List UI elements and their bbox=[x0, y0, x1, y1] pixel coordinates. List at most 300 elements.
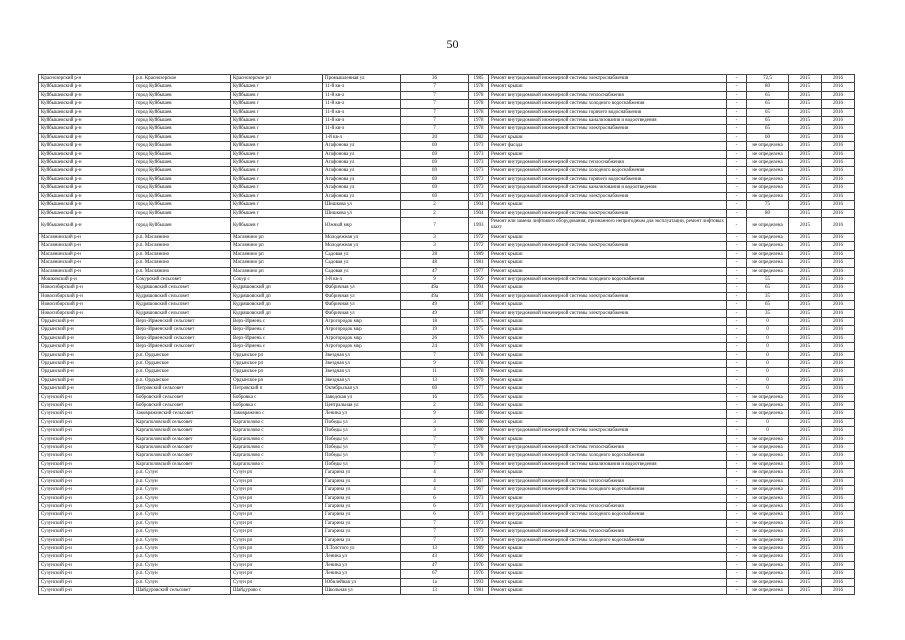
dash-cell: - bbox=[727, 100, 747, 108]
street-cell: Юбилейная ул bbox=[323, 578, 401, 586]
house-number-cell: 47 bbox=[401, 267, 469, 275]
house-number-cell: 4 bbox=[401, 469, 469, 477]
build-year-cell: 1967 bbox=[469, 477, 489, 485]
settlement-cell: Каргаполово с bbox=[231, 444, 323, 452]
municipality-cell: Петровский сельсовет bbox=[134, 385, 231, 393]
work-type-cell: Ремонт крыши bbox=[489, 544, 727, 552]
build-year-cell: 1967 bbox=[469, 486, 489, 494]
start-year-cell: 2015 bbox=[789, 184, 822, 192]
district-cell: Новосибирский р-н bbox=[39, 309, 134, 317]
table-row bbox=[39, 536, 855, 544]
street-cell: Агафонова ул bbox=[323, 175, 401, 183]
work-type-cell: Ремонт внутридомовой инженерной системы теплоснабжения bbox=[489, 91, 727, 99]
cost-cell: 35 bbox=[747, 309, 789, 317]
municipality-cell: город Куйбышев bbox=[134, 117, 231, 125]
settlement-cell: Краснозерское рп bbox=[231, 75, 323, 83]
start-year-cell: 2015 bbox=[789, 334, 822, 342]
street-cell: Центральная ул bbox=[323, 402, 401, 410]
table-row bbox=[39, 125, 855, 133]
settlement-cell: Сузун рп bbox=[231, 528, 323, 536]
settlement-cell: Кудряшовский дп bbox=[231, 292, 323, 300]
house-number-cell: 28 bbox=[401, 250, 469, 258]
table-row bbox=[39, 326, 855, 334]
street-cell: Школьная ул bbox=[323, 586, 401, 594]
street-cell: Гагарина ул bbox=[323, 528, 401, 536]
dash-cell: - bbox=[727, 209, 747, 217]
table-row bbox=[39, 150, 855, 158]
start-year-cell: 2015 bbox=[789, 326, 822, 334]
build-year-cell: 1978 bbox=[469, 343, 489, 351]
work-type-cell: Ремонт внутридомовой инженерной системы холодного водоснабжения bbox=[489, 452, 727, 460]
municipality-cell: р.п. Ордынское bbox=[134, 360, 231, 368]
district-cell: Сузунский р-н bbox=[39, 427, 134, 435]
municipality-cell: р.п. Сузун bbox=[134, 519, 231, 527]
table-row bbox=[39, 217, 855, 233]
build-year-cell: 1980 bbox=[469, 427, 489, 435]
cost-cell: не определена bbox=[747, 486, 789, 494]
work-type-cell: Ремонт фасада bbox=[489, 142, 727, 150]
build-year-cell: 1989 bbox=[469, 544, 489, 552]
start-year-cell: 2015 bbox=[789, 150, 822, 158]
build-year-cell: 1973 bbox=[469, 184, 489, 192]
municipality-cell: р.п. Сузун bbox=[134, 553, 231, 561]
dash-cell: - bbox=[727, 175, 747, 183]
start-year-cell: 2015 bbox=[789, 117, 822, 125]
work-type-cell: Ремонт внутридомовой инженерной системы электроснабжения bbox=[489, 242, 727, 250]
start-year-cell: 2015 bbox=[789, 519, 822, 527]
house-number-cell: 49 bbox=[401, 301, 469, 309]
house-number-cell: 20 bbox=[401, 133, 469, 141]
district-cell: Ордынский р-н bbox=[39, 317, 134, 325]
build-year-cell: 1973 bbox=[469, 494, 489, 502]
repair-plan-table bbox=[38, 74, 855, 595]
municipality-cell: Каргаполовский сельсовет bbox=[134, 460, 231, 468]
end-year-cell: 2016 bbox=[822, 142, 855, 150]
street-cell: Агрогородок мкр bbox=[323, 334, 401, 342]
street-cell: Фабричная ул bbox=[323, 309, 401, 317]
end-year-cell: 2016 bbox=[822, 578, 855, 586]
cost-cell: не определена bbox=[747, 519, 789, 527]
settlement-cell: Куйбышев г bbox=[231, 83, 323, 91]
settlement-cell: Сузун рп bbox=[231, 477, 323, 485]
municipality-cell: город Куйбышев bbox=[134, 100, 231, 108]
build-year-cell: 1979 bbox=[469, 376, 489, 384]
settlement-cell: Маслянино рп bbox=[231, 250, 323, 258]
end-year-cell: 2016 bbox=[822, 91, 855, 99]
dash-cell: - bbox=[727, 267, 747, 275]
end-year-cell: 2016 bbox=[822, 117, 855, 125]
district-cell: Новосибирский р-н bbox=[39, 301, 134, 309]
table-row bbox=[39, 351, 855, 359]
work-type-cell: Ремонт крыши bbox=[489, 360, 727, 368]
dash-cell: - bbox=[727, 435, 747, 443]
street-cell: Победы ул bbox=[323, 418, 401, 426]
build-year-cell: 1978 bbox=[469, 125, 489, 133]
table-row bbox=[39, 561, 855, 569]
district-cell: Куйбышевский р-н bbox=[39, 159, 134, 167]
dash-cell: - bbox=[727, 192, 747, 200]
settlement-cell: Сузун рп bbox=[231, 502, 323, 510]
settlement-cell: Куйбышев г bbox=[231, 175, 323, 183]
work-type-cell: Ремонт крыши bbox=[489, 410, 727, 418]
end-year-cell: 2016 bbox=[822, 250, 855, 258]
house-number-cell: 69 bbox=[401, 192, 469, 200]
municipality-cell: город Куйбышев bbox=[134, 108, 231, 116]
district-cell: Ордынский р-н bbox=[39, 376, 134, 384]
municipality-cell: Шайдуровский сельсовет bbox=[134, 586, 231, 594]
municipality-cell: р.п. Сузун bbox=[134, 494, 231, 502]
district-cell: Ордынский р-н bbox=[39, 360, 134, 368]
work-type-cell: Ремонт внутридомовой инженерной системы электроснабжения bbox=[489, 125, 727, 133]
house-number-cell: 48 bbox=[401, 259, 469, 267]
work-type-cell: Ремонт внутридомовой инженерной системы теплоснабжения bbox=[489, 444, 727, 452]
cost-cell: не определена bbox=[747, 553, 789, 561]
municipality-cell: Верх-Ирменский сельсовет bbox=[134, 334, 231, 342]
house-number-cell: 49а bbox=[401, 284, 469, 292]
build-year-cell: 1978 bbox=[469, 360, 489, 368]
district-cell: Сузунский р-н bbox=[39, 528, 134, 536]
street-cell: Гагарина ул bbox=[323, 477, 401, 485]
end-year-cell: 2016 bbox=[822, 83, 855, 91]
district-cell: Новосибирский р-н bbox=[39, 284, 134, 292]
district-cell: Сузунский р-н bbox=[39, 494, 134, 502]
cost-cell: 65 bbox=[747, 125, 789, 133]
municipality-cell: Верх-Ирменский сельсовет bbox=[134, 343, 231, 351]
street-cell: Победы ул bbox=[323, 460, 401, 468]
table-row bbox=[39, 250, 855, 258]
settlement-cell: Каргаполово с bbox=[231, 460, 323, 468]
district-cell: Куйбышевский р-н bbox=[39, 100, 134, 108]
dash-cell: - bbox=[727, 142, 747, 150]
street-cell: Победы ул bbox=[323, 435, 401, 443]
settlement-cell: Куйбышев г bbox=[231, 217, 323, 233]
cost-cell: 65 bbox=[747, 301, 789, 309]
end-year-cell: 2016 bbox=[822, 259, 855, 267]
start-year-cell: 2015 bbox=[789, 553, 822, 561]
dash-cell: - bbox=[727, 402, 747, 410]
table-row bbox=[39, 393, 855, 401]
work-type-cell: Ремонт крыши bbox=[489, 385, 727, 393]
house-number-cell: 67 bbox=[401, 570, 469, 578]
work-type-cell: Ремонт внутридомовой инженерной системы теплоснабжения bbox=[489, 502, 727, 510]
build-year-cell: 1994 bbox=[469, 292, 489, 300]
work-type-cell: Ремонт внутридомовой инженерной системы электроснабжения bbox=[489, 75, 727, 83]
dash-cell: - bbox=[727, 301, 747, 309]
end-year-cell: 2016 bbox=[822, 317, 855, 325]
house-number-cell: 7 bbox=[401, 91, 469, 99]
house-number-cell: 3 bbox=[401, 242, 469, 250]
table-row bbox=[39, 267, 855, 275]
street-cell: Звездная ул bbox=[323, 360, 401, 368]
end-year-cell: 2016 bbox=[822, 360, 855, 368]
end-year-cell: 2016 bbox=[822, 519, 855, 527]
dash-cell: - bbox=[727, 368, 747, 376]
work-type-cell: Ремонт внутридомовой инженерной системы горячего водоснабжения bbox=[489, 175, 727, 183]
municipality-cell: Кудряшовский сельсовет bbox=[134, 301, 231, 309]
start-year-cell: 2015 bbox=[789, 393, 822, 401]
table-row bbox=[39, 494, 855, 502]
house-number-cell: 24 bbox=[401, 343, 469, 351]
end-year-cell: 2016 bbox=[822, 553, 855, 561]
dash-cell: - bbox=[727, 317, 747, 325]
build-year-cell: 1904 bbox=[469, 209, 489, 217]
municipality-cell: город Куйбышев bbox=[134, 150, 231, 158]
end-year-cell: 2016 bbox=[822, 343, 855, 351]
table-row bbox=[39, 233, 855, 241]
build-year-cell: 1993 bbox=[469, 217, 489, 233]
table-row bbox=[39, 159, 855, 167]
build-year-cell: 1989 bbox=[469, 250, 489, 258]
build-year-cell: 1972 bbox=[469, 242, 489, 250]
end-year-cell: 2016 bbox=[822, 184, 855, 192]
district-cell: Сузунский р-н bbox=[39, 544, 134, 552]
cost-cell: 0 bbox=[747, 360, 789, 368]
district-cell: Куйбышевский р-н bbox=[39, 192, 134, 200]
cost-cell: не определена bbox=[747, 586, 789, 594]
start-year-cell: 2015 bbox=[789, 410, 822, 418]
end-year-cell: 2016 bbox=[822, 368, 855, 376]
end-year-cell: 2016 bbox=[822, 309, 855, 317]
dash-cell: - bbox=[727, 494, 747, 502]
settlement-cell: Сузун рп bbox=[231, 578, 323, 586]
table-row bbox=[39, 544, 855, 552]
settlement-cell: Ордынское рп bbox=[231, 351, 323, 359]
settlement-cell: Маслянино рп bbox=[231, 267, 323, 275]
municipality-cell: р.п. Маслянино bbox=[134, 259, 231, 267]
start-year-cell: 2015 bbox=[789, 578, 822, 586]
table-row bbox=[39, 477, 855, 485]
dash-cell: - bbox=[727, 486, 747, 494]
table-row bbox=[39, 133, 855, 141]
settlement-cell: Куйбышев г bbox=[231, 192, 323, 200]
street-cell: Гагарина ул bbox=[323, 536, 401, 544]
table-row bbox=[39, 75, 855, 83]
end-year-cell: 2016 bbox=[822, 477, 855, 485]
cost-cell: не определена bbox=[747, 570, 789, 578]
table-row bbox=[39, 284, 855, 292]
municipality-cell: р.п. Маслянино bbox=[134, 233, 231, 241]
settlement-cell: Каргаполово с bbox=[231, 427, 323, 435]
table-row bbox=[39, 385, 855, 393]
district-cell: Куйбышевский р-н bbox=[39, 217, 134, 233]
cost-cell: 75 bbox=[747, 201, 789, 209]
house-number-cell: 7 bbox=[401, 444, 469, 452]
end-year-cell: 2016 bbox=[822, 175, 855, 183]
cost-cell: не определена bbox=[747, 150, 789, 158]
start-year-cell: 2015 bbox=[789, 368, 822, 376]
cost-cell: 35 bbox=[747, 292, 789, 300]
cost-cell: не определена bbox=[747, 460, 789, 468]
district-cell: Сузунский р-н bbox=[39, 418, 134, 426]
start-year-cell: 2015 bbox=[789, 544, 822, 552]
district-cell: Сузунский р-н bbox=[39, 469, 134, 477]
cost-cell: 0 bbox=[747, 418, 789, 426]
work-type-cell: Ремонт внутридомовой инженерной системы электроснабжения bbox=[489, 292, 727, 300]
dash-cell: - bbox=[727, 201, 747, 209]
dash-cell: - bbox=[727, 376, 747, 384]
end-year-cell: 2016 bbox=[822, 242, 855, 250]
dash-cell: - bbox=[727, 292, 747, 300]
settlement-cell: Каргаполово с bbox=[231, 418, 323, 426]
work-type-cell: Ремонт крыши bbox=[489, 83, 727, 91]
start-year-cell: 2015 bbox=[789, 242, 822, 250]
work-type-cell: Ремонт внутридомовой инженерной системы электроснабжения bbox=[489, 427, 727, 435]
table-row bbox=[39, 418, 855, 426]
build-year-cell: 1977 bbox=[469, 267, 489, 275]
street-cell: Южный мкр bbox=[323, 217, 401, 233]
cost-cell: 65 bbox=[747, 100, 789, 108]
municipality-cell: р.п. Сузун bbox=[134, 528, 231, 536]
start-year-cell: 2015 bbox=[789, 83, 822, 91]
end-year-cell: 2016 bbox=[822, 267, 855, 275]
work-type-cell: Ремонт крыши bbox=[489, 317, 727, 325]
build-year-cell: 1981 bbox=[469, 586, 489, 594]
settlement-cell: Сузун рп bbox=[231, 519, 323, 527]
district-cell: Сузунский р-н bbox=[39, 586, 134, 594]
cost-cell: не определена bbox=[747, 494, 789, 502]
table-row bbox=[39, 167, 855, 175]
street-cell: Агафонова ул bbox=[323, 142, 401, 150]
district-cell: Куйбышевский р-н bbox=[39, 201, 134, 209]
municipality-cell: р.п. Ордынское bbox=[134, 376, 231, 384]
cost-cell: не определена bbox=[747, 167, 789, 175]
street-cell: 3-й кв-л bbox=[323, 275, 401, 283]
build-year-cell: 1973 bbox=[469, 142, 489, 150]
municipality-cell: Каргаполовский сельсовет bbox=[134, 435, 231, 443]
municipality-cell: город Куйбышев bbox=[134, 209, 231, 217]
table-row bbox=[39, 427, 855, 435]
street-cell: Агафонова ул bbox=[323, 184, 401, 192]
municipality-cell: город Куйбышев bbox=[134, 192, 231, 200]
house-number-cell: 7 bbox=[401, 536, 469, 544]
table-row bbox=[39, 334, 855, 342]
work-type-cell: Ремонт крыши bbox=[489, 494, 727, 502]
district-cell: Маслянинский р-н bbox=[39, 242, 134, 250]
cost-cell: не определена bbox=[747, 452, 789, 460]
house-number-cell: 13 bbox=[401, 544, 469, 552]
district-cell: Маслянинский р-н bbox=[39, 267, 134, 275]
table-row bbox=[39, 578, 855, 586]
district-cell: Куйбышевский р-н bbox=[39, 150, 134, 158]
municipality-cell: р.п. Сузун bbox=[134, 477, 231, 485]
settlement-cell: Куйбышев г bbox=[231, 125, 323, 133]
house-number-cell: 69 bbox=[401, 167, 469, 175]
street-cell: Агрогородок мкр bbox=[323, 317, 401, 325]
dash-cell: - bbox=[727, 553, 747, 561]
cost-cell: 0 bbox=[747, 376, 789, 384]
municipality-cell: р.п. Сузун bbox=[134, 578, 231, 586]
district-cell: Сузунский р-н bbox=[39, 561, 134, 569]
end-year-cell: 2016 bbox=[822, 217, 855, 233]
dash-cell: - bbox=[727, 133, 747, 141]
start-year-cell: 2015 bbox=[789, 502, 822, 510]
settlement-cell: Каргаполово с bbox=[231, 435, 323, 443]
district-cell: Маслянинский р-н bbox=[39, 259, 134, 267]
cost-cell: 0 bbox=[747, 343, 789, 351]
dash-cell: - bbox=[727, 117, 747, 125]
work-type-cell: Ремонт крыши bbox=[489, 393, 727, 401]
end-year-cell: 2016 bbox=[822, 326, 855, 334]
street-cell: Агафонова ул bbox=[323, 192, 401, 200]
cost-cell: 55 bbox=[747, 275, 789, 283]
cost-cell: 72,5 bbox=[747, 75, 789, 83]
cost-cell: не определена bbox=[747, 469, 789, 477]
district-cell: Сузунский р-н bbox=[39, 502, 134, 510]
work-type-cell: Ремонт или замена лифтового оборудования, признанного непригодным для эксплуатации, ремонт лифтовых шахт bbox=[489, 217, 727, 233]
build-year-cell: 1978 bbox=[469, 351, 489, 359]
district-cell: Сузунский р-н bbox=[39, 444, 134, 452]
municipality-cell: р.п. Сузун bbox=[134, 544, 231, 552]
district-cell: Куйбышевский р-н bbox=[39, 117, 134, 125]
dash-cell: - bbox=[727, 578, 747, 586]
work-type-cell: Ремонт крыши bbox=[489, 334, 727, 342]
municipality-cell: город Куйбышев bbox=[134, 83, 231, 91]
table-row bbox=[39, 502, 855, 510]
house-number-cell: 47 bbox=[401, 561, 469, 569]
house-number-cell: 18 bbox=[401, 317, 469, 325]
settlement-cell: Сузун рп bbox=[231, 511, 323, 519]
start-year-cell: 2015 bbox=[789, 452, 822, 460]
district-cell: Сузунский р-н bbox=[39, 393, 134, 401]
street-cell: Гагарина ул bbox=[323, 469, 401, 477]
street-cell: Садовая ул bbox=[323, 267, 401, 275]
build-year-cell: 1973 bbox=[469, 150, 489, 158]
start-year-cell: 2015 bbox=[789, 351, 822, 359]
build-year-cell: 1994 bbox=[469, 284, 489, 292]
table-row bbox=[39, 376, 855, 384]
work-type-cell: Ремонт крыши bbox=[489, 343, 727, 351]
dash-cell: - bbox=[727, 125, 747, 133]
work-type-cell: Ремонт внутридомовой инженерной системы холодного водоснабжения bbox=[489, 536, 727, 544]
street-cell: Гагарина ул bbox=[323, 502, 401, 510]
table-row bbox=[39, 301, 855, 309]
municipality-cell: р.п. Сузун bbox=[134, 570, 231, 578]
start-year-cell: 2015 bbox=[789, 376, 822, 384]
build-year-cell: 1987 bbox=[469, 309, 489, 317]
dash-cell: - bbox=[727, 108, 747, 116]
table-row bbox=[39, 192, 855, 200]
settlement-cell: Шайдурово с bbox=[231, 586, 323, 594]
cost-cell: не определена bbox=[747, 402, 789, 410]
cost-cell: не определена bbox=[747, 250, 789, 258]
table-row bbox=[39, 528, 855, 536]
house-number-cell: 6 bbox=[401, 511, 469, 519]
district-cell: Куйбышевский р-н bbox=[39, 209, 134, 217]
street-cell: Агрогородок мкр bbox=[323, 326, 401, 334]
house-number-cell: 2 bbox=[401, 209, 469, 217]
street-cell: Агафонова ул bbox=[323, 167, 401, 175]
work-type-cell: Ремонт внутридомовой инженерной системы теплоснабжения bbox=[489, 528, 727, 536]
table-row bbox=[39, 275, 855, 283]
build-year-cell: 1972 bbox=[469, 233, 489, 241]
build-year-cell: 1975 bbox=[469, 326, 489, 334]
street-cell: Шишкова ул bbox=[323, 201, 401, 209]
municipality-cell: р.п. Сузун bbox=[134, 486, 231, 494]
end-year-cell: 2016 bbox=[822, 100, 855, 108]
street-cell: Агафонова ул bbox=[323, 159, 401, 167]
settlement-cell: Куйбышев г bbox=[231, 91, 323, 99]
cost-cell: не определена bbox=[747, 410, 789, 418]
cost-cell: не определена bbox=[747, 561, 789, 569]
street-cell: Ленина ул bbox=[323, 410, 401, 418]
cost-cell: не определена bbox=[747, 259, 789, 267]
settlement-cell: Куйбышев г bbox=[231, 159, 323, 167]
street-cell: 11-й кв-л bbox=[323, 108, 401, 116]
build-year-cell: 1978 bbox=[469, 444, 489, 452]
street-cell: Победы ул bbox=[323, 452, 401, 460]
district-cell: Маслянинский р-н bbox=[39, 233, 134, 241]
municipality-cell: Кудряшовский сельсовет bbox=[134, 284, 231, 292]
